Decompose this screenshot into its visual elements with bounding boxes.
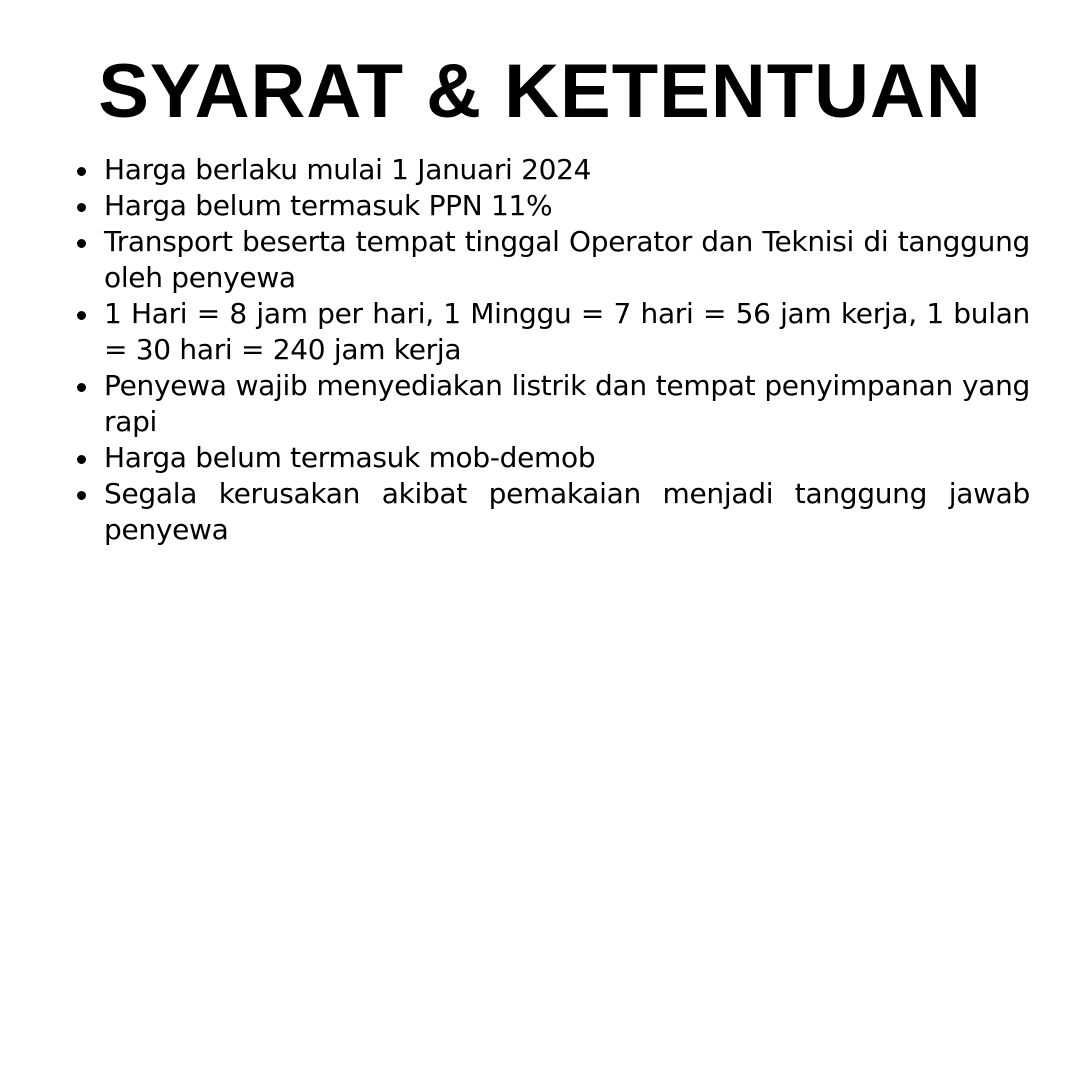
term-text: Penyewa wajib menyediakan listrik dan tempat penyimpanan yang rapi [104, 369, 1030, 438]
bullet-icon [77, 311, 86, 320]
term-text: 1 Hari = 8 jam per hari, 1 Minggu = 7 hari = 56 jam kerja, 1 bulan = 30 hari = 240 jam kerja [104, 297, 1030, 366]
bullet-icon [77, 239, 86, 248]
term-text: Harga berlaku mulai 1 Januari 2024 [104, 153, 592, 186]
terms-list [104, 152, 1030, 548]
term-item [104, 476, 1030, 548]
term-item [104, 152, 1030, 188]
bullet-icon [77, 455, 86, 464]
term-item [104, 188, 1030, 224]
bullet-icon [77, 491, 86, 500]
term-text: Segala kerusakan akibat pemakaian menjadi tanggung jawab penyewa [104, 477, 1030, 546]
term-text: Harga belum termasuk PPN 11% [104, 189, 553, 222]
bullet-icon [77, 167, 86, 176]
term-item [104, 440, 1030, 476]
term-item [104, 224, 1030, 296]
bullet-icon [77, 203, 86, 212]
term-item [104, 296, 1030, 368]
page-title: SYARAT & KETENTUAN [98, 49, 982, 134]
bullet-icon [77, 383, 86, 392]
term-text: Transport beserta tempat tinggal Operator dan Teknisi di tanggung oleh penyewa [104, 225, 1030, 294]
term-text: Harga belum termasuk mob-demob [104, 441, 596, 474]
term-item [104, 368, 1030, 440]
